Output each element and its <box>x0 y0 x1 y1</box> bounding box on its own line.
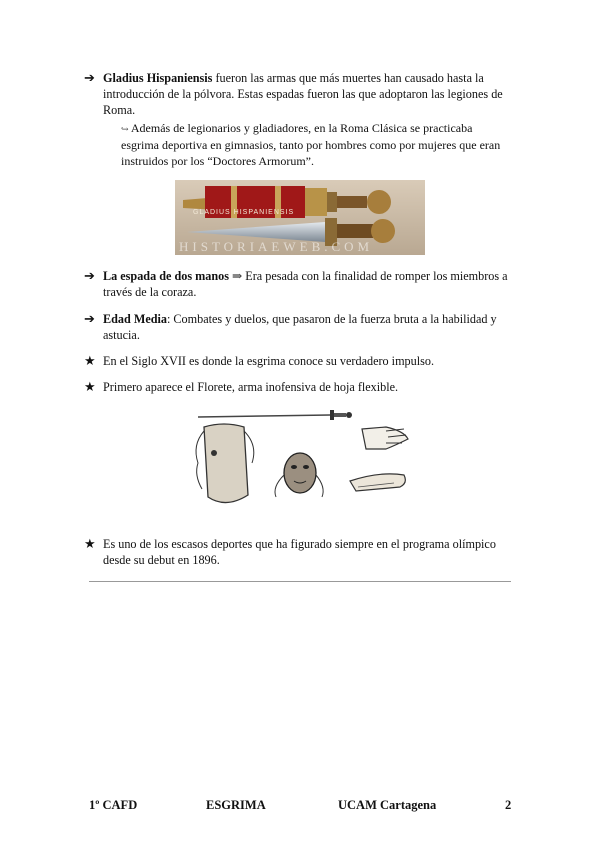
gladius-image <box>175 180 425 255</box>
florete-text: Primero aparece el Florete, arma inofensiva de hoja flexible. <box>103 380 399 394</box>
footer-subject: ESGRIMA <box>206 798 266 812</box>
sub-note-text: Además de legionarios y gladiadores, en la Roma Clásica se practicaba esgrima deportiva en gimnasios, tanto por hombres como por mujeres que eran instruidos por los “Doctores Armorum”. <box>121 121 501 168</box>
footer-school: UCAM Cartagena <box>338 798 437 812</box>
bullet-olimpico <box>84 536 514 568</box>
gladius-bold: Gladius Hispaniensis <box>103 71 213 85</box>
implies-arrow: ⇒ <box>228 269 246 283</box>
fencing-equipment-icon <box>190 405 415 523</box>
siglo-text: En el Siglo XVII es donde la esgrima conoce su verdadero impulso. <box>103 354 435 368</box>
fencing-equipment-image <box>190 405 415 523</box>
dos-manos-text: Era pesada con la finalidad de romper los miembros a través de la coraza. <box>103 269 508 299</box>
star-bullet-icon: ★ <box>84 536 96 551</box>
arrow-bullet-icon: ➔ <box>84 311 95 326</box>
bullet-dos-manos <box>84 268 514 300</box>
arrow-bullet-icon: ➔ <box>84 70 95 85</box>
edad-media-bold: Edad Media <box>103 312 167 326</box>
section-divider <box>89 581 511 582</box>
gladius-paragraph <box>103 70 514 118</box>
dos-manos-paragraph <box>103 268 514 300</box>
star-bullet-icon: ★ <box>84 353 96 368</box>
bullet-florete <box>84 379 514 395</box>
footer-course: 1º CAFD <box>89 798 138 812</box>
bullet-gladius <box>84 70 514 118</box>
dos-manos-bold: La espada de dos manos <box>103 269 229 283</box>
olimpico-text: Es uno de los escasos deportes que ha figurado siempre en el programa olímpico desde su debut en 1896. <box>103 537 496 567</box>
star-bullet-icon: ★ <box>84 379 96 394</box>
gladius-swords-icon <box>175 180 425 255</box>
return-arrow-icon: ↪ <box>121 124 129 134</box>
edad-media-paragraph <box>103 311 514 343</box>
sub-note <box>121 120 511 169</box>
gladius-label: GLADIUS HISPANIENSIS <box>193 209 295 216</box>
bullet-edad-media <box>84 311 514 343</box>
gladius-text: fueron las armas que más muertes han causado hasta la introducción de la pólvora. Estas espadas fueron las que adoptaron las legiones de Roma. <box>103 71 503 117</box>
gladius-watermark: HISTORIAEWEB.COM <box>179 239 374 254</box>
bullet-siglo <box>84 353 514 369</box>
arrow-bullet-icon: ➔ <box>84 268 95 283</box>
edad-media-text: : Combates y duelos, que pasaron de la fuerza bruta a la habilidad y astucia. <box>103 312 497 342</box>
footer-page-number: 2 <box>505 798 512 812</box>
